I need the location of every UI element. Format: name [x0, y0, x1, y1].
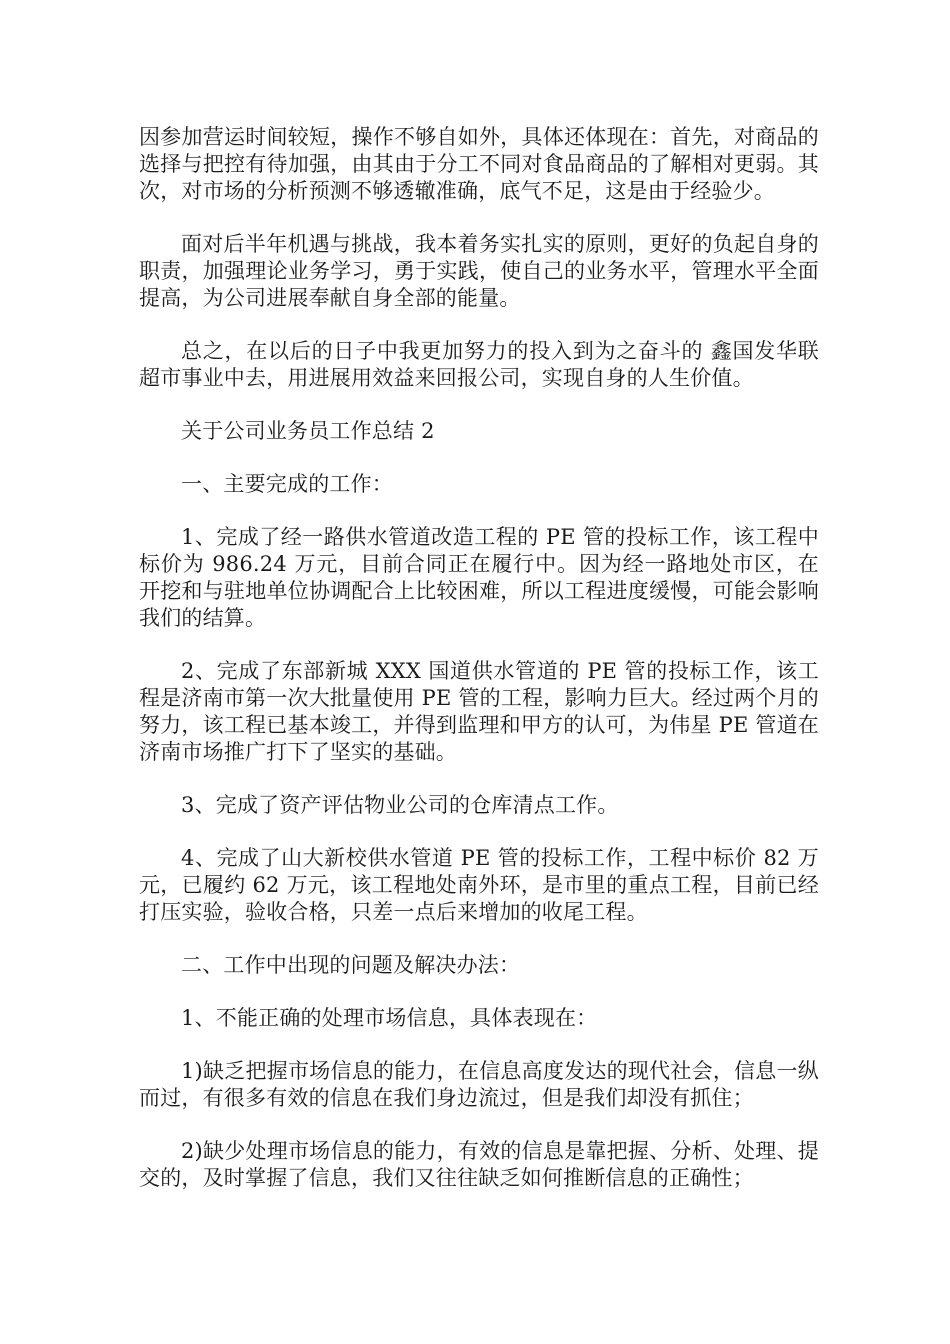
- paragraph: 因参加营运时间较短，操作不够自如外，具体还体现在：首先，对商品的选择与把控有待加强，由其由于分工不同对食品商品的了解相对更弱。其次，对市场的分析预测不够透辙准确，底气不足，这是由于经验少。: [139, 125, 819, 203]
- paragraph: 2、完成了东部新城 XXX 国道供水管道的 PE 管的投标工作，该工程是济南市第一次大批量使用 PE 管的工程，影响力巨大。经过两个月的努力，该工程已基本竣工，并得到监理和甲方的认可，为伟星 PE 管道在济南市场推广打下了坚实的基础。: [139, 659, 819, 764]
- paragraph: 1)缺乏把握市场信息的能力，在信息高度发达的现代社会，信息一纵而过，有很多有效的信息在我们身边流过，但是我们却没有抓住；: [139, 1059, 819, 1110]
- section-heading: 一、主要完成的工作：: [181, 472, 393, 496]
- paragraph: 4、完成了山大新校供水管道 PE 管的投标工作，工程中标价 82 万元，已履约 62 万元，该工程地处南外环，是市里的重点工程，目前已经打压实验，验收合格，只差一点后来增加的收尾工程。: [139, 846, 819, 924]
- paragraph: 3、完成了资产评估物业公司的仓库清点工作。: [181, 793, 619, 817]
- paragraph: 1、完成了经一路供水管道改造工程的 PE 管的投标工作，该工程中标价为 986.24 万元，目前合同正在履行中。因为经一路地处市区，在开挖和与驻地单位协调配合上比较困难，所以工程进度缓慢，可能会影响我们的结算。: [139, 525, 819, 630]
- paragraph: 1、不能正确的处理市场信息，具体表现在：: [181, 1006, 598, 1030]
- document-body: [139, 124, 819, 1218]
- section-title: 关于公司业务员工作总结 2: [181, 419, 435, 443]
- paragraph: 2)缺少处理市场信息的能力，有效的信息是靠把握、分析、处理、提交的，及时掌握了信息，我们又往往缺乏如何推断信息的正确性；: [139, 1139, 819, 1190]
- paragraph: 总之，在以后的日子中我更加努力的投入到为之奋斗的 鑫国发华联超市事业中去，用进展用效益来回报公司，实现自身的人生价值。: [139, 339, 819, 390]
- paragraph: 面对后半年机遇与挑战，我本着务实扎实的原则，更好的负起自身的职责，加强理论业务学习，勇于实践，使自己的业务水平，管理水平全面提高，为公司进展奉献自身全部的能量。: [139, 232, 819, 310]
- section-heading: 二、工作中出现的问题及解决办法：: [181, 953, 521, 977]
